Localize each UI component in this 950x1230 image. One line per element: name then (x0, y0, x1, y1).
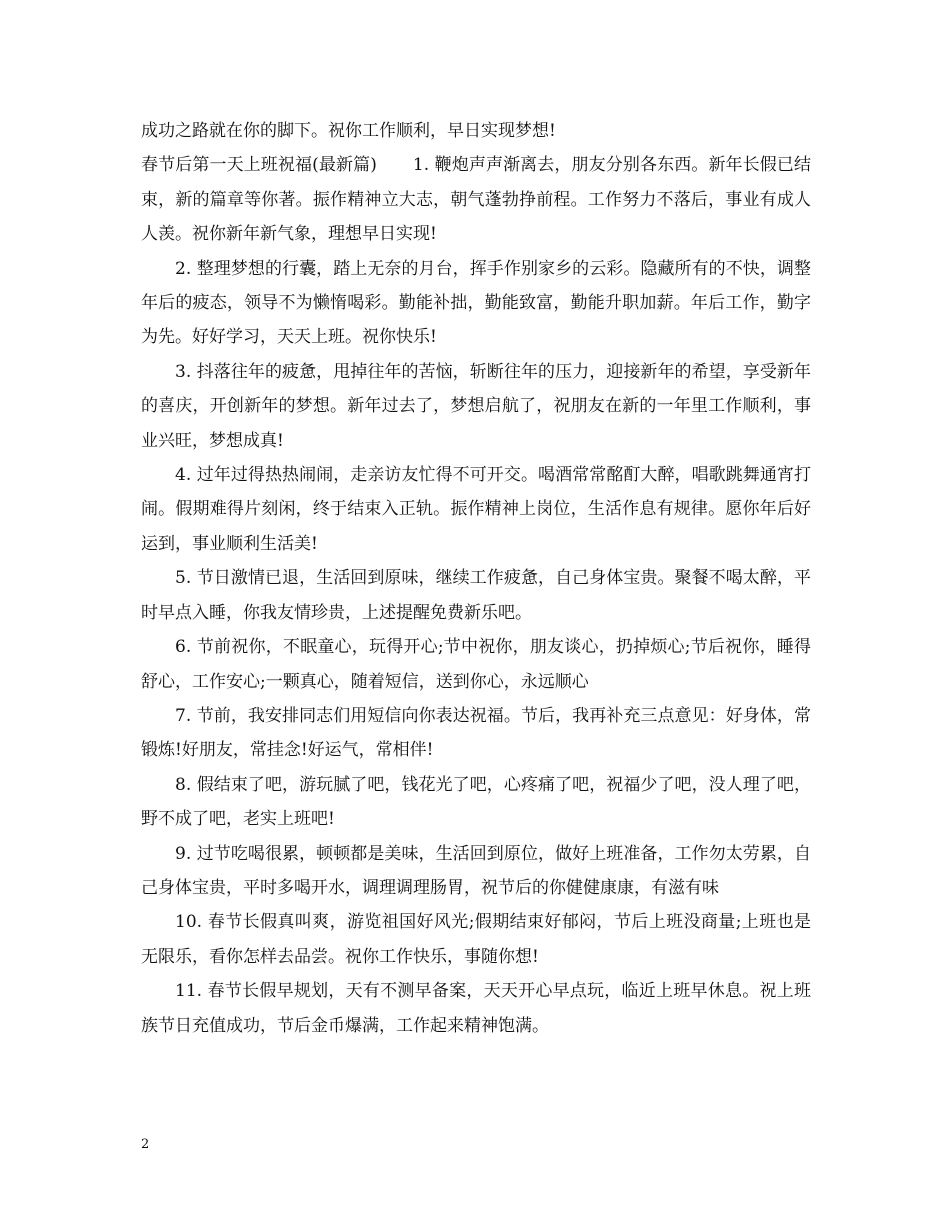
paragraph-1: 1. 鞭炮声声渐离去，朋友分别各东西。新年长假已结束，新的篇章等你著。振作精神立大志，朝气蓬勃挣前程。工作努力不落后，事业有成人人羡。祝你新年新气象，理想早日实现! (141, 155, 812, 245)
document-body (141, 114, 811, 1043)
paragraph-9: 9. 过节吃喝很累，顿顿都是美味，生活回到原位，做好上班准备，工作勿太劳累，自己身体宝贵，平时多喝开水，调理调理肠胃，祝节后的你健健康康，有滋有味 (141, 843, 811, 898)
paragraph-3: 3. 抖落往年的疲惫，甩掉往年的苦恼，斩断往年的压力，迎接新年的希望，享受新年的喜庆，开创新年的梦想。新年过去了，梦想启航了，祝朋友在新的一年里工作顺利，事业兴旺，梦想成真! (141, 361, 811, 451)
paragraph-2: 2. 整理梦想的行囊，踏上无奈的月台，挥手作别家乡的云彩。隐藏所有的不快，调整年后的疲态，领导不为懒惰喝彩。勤能补拙，勤能致富，勤能升职加薪。年后工作，勤字为先。好好学习，天天上班。祝你快乐! (141, 258, 811, 348)
paragraph-10: 10. 春节长假真叫爽，游览祖国好风光;假期结束好郁闷，节后上班没商量;上班也是无限乐，看你怎样去品尝。祝你工作快乐，事随你想! (141, 912, 811, 967)
section-title: 春节后第一天上班祝福(最新篇) (141, 155, 377, 176)
paragraph-7: 7. 节前，我安排同志们用短信向你表达祝福。节后，我再补充三点意见：好身体，常锻炼!好朋友，常挂念!好运气，常相伴! (141, 705, 811, 761)
page-number: 2 (141, 1137, 150, 1152)
paragraph-6: 6. 节前祝你，不眠童心，玩得开心;节中祝你，朋友谈心，扔掉烦心;节后祝你，睡得舒心，工作安心;一颗真心，随着短信，送到你心，永远顺心 (141, 637, 811, 692)
opening-line: 成功之路就在你的脚下。祝你工作顺利，早日实现梦想! (141, 121, 556, 141)
section-title-line (141, 148, 811, 251)
paragraph-4: 4. 过年过得热热闹闹，走亲访友忙得不可开交。喝酒常常酩酊大醉，唱歌跳舞通宵打闹。假期难得片刻闲，终于结束入正轨。振作精神上岗位，生活作息有规律。愿你年后好运到，事业顺利生活美! (141, 465, 811, 554)
paragraph-5: 5. 节日激情已退，生活回到原味，继续工作疲惫，自己身体宝贵。聚餐不喝太醉，平时早点入睡，你我友情珍贵，上述提醒免费新乐吧。 (141, 568, 811, 623)
paragraph-11: 11. 春节长假早规划，天有不测早备案，天天开心早点玩，临近上班早休息。祝上班族节日充值成功，节后金币爆满，工作起来精神饱满。 (141, 981, 811, 1036)
paragraph-8: 8. 假结束了吧，游玩腻了吧，钱花光了吧，心疼痛了吧，祝福少了吧，没人理了吧，野不成了吧，老实上班吧! (141, 774, 811, 830)
